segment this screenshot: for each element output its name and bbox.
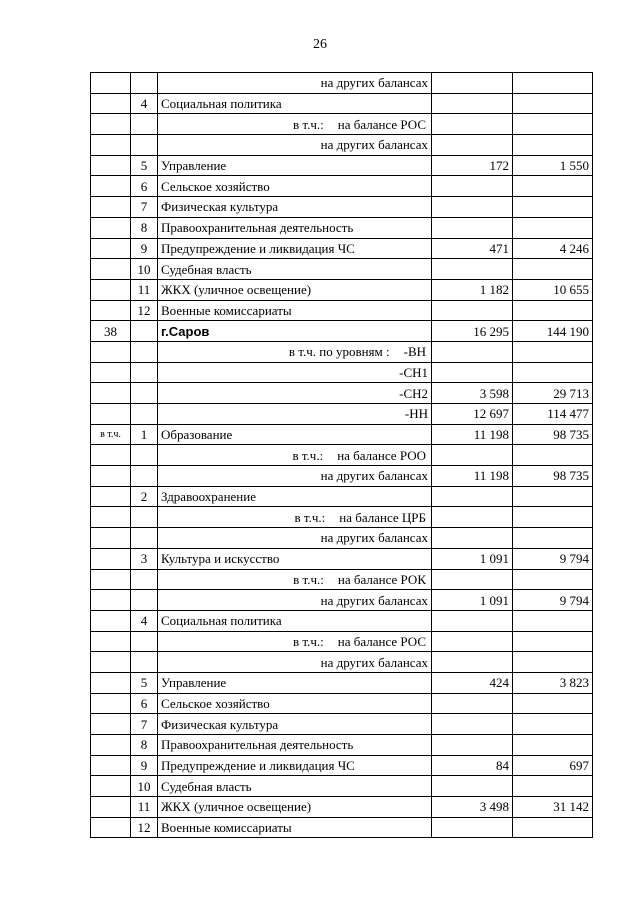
row-number-cell bbox=[91, 176, 131, 197]
value-1-cell bbox=[432, 73, 513, 94]
value-2-cell bbox=[513, 631, 593, 652]
item-name-cell: Предупреждение и ликвидация ЧС bbox=[158, 755, 432, 776]
value-2-cell bbox=[513, 528, 593, 549]
value-1-cell: 172 bbox=[432, 155, 513, 176]
item-number-cell bbox=[131, 362, 158, 383]
value-1-cell bbox=[432, 135, 513, 156]
item-number-cell: 10 bbox=[131, 259, 158, 280]
row-number-cell bbox=[91, 735, 131, 756]
item-number-cell: 11 bbox=[131, 797, 158, 818]
item-name-cell: Социальная политика bbox=[158, 610, 432, 631]
value-2-cell: 31 142 bbox=[513, 797, 593, 818]
value-2-cell: 10 655 bbox=[513, 279, 593, 300]
table-row bbox=[91, 217, 593, 238]
value-2-cell bbox=[513, 693, 593, 714]
item-number-cell: 8 bbox=[131, 735, 158, 756]
item-number-cell bbox=[131, 507, 158, 528]
item-name-cell bbox=[158, 631, 432, 652]
row-number-cell bbox=[91, 528, 131, 549]
table-row bbox=[91, 238, 593, 259]
row-number-cell bbox=[91, 155, 131, 176]
table-row-city bbox=[91, 321, 593, 342]
value-2-cell bbox=[513, 817, 593, 838]
item-number-cell bbox=[131, 528, 158, 549]
value-2-cell bbox=[513, 776, 593, 797]
value-1-cell bbox=[432, 610, 513, 631]
row-number-cell bbox=[91, 445, 131, 466]
row-number-cell bbox=[91, 507, 131, 528]
row-number-cell bbox=[91, 93, 131, 114]
row-number-cell: 38 bbox=[91, 321, 131, 342]
row-number-cell bbox=[91, 383, 131, 404]
item-name-cell: Правоохранительная деятельность bbox=[158, 735, 432, 756]
row-number-cell bbox=[91, 797, 131, 818]
table-row bbox=[91, 279, 593, 300]
table-row bbox=[91, 590, 593, 611]
table-row bbox=[91, 300, 593, 321]
item-number-cell bbox=[131, 466, 158, 487]
table-row bbox=[91, 176, 593, 197]
row-number-cell bbox=[91, 217, 131, 238]
row-number-cell bbox=[91, 486, 131, 507]
table-row bbox=[91, 404, 593, 425]
row-number-cell bbox=[91, 693, 131, 714]
table-row bbox=[91, 114, 593, 135]
value-1-cell: 424 bbox=[432, 672, 513, 693]
value-2-cell bbox=[513, 569, 593, 590]
value-1-cell: 11 198 bbox=[432, 466, 513, 487]
value-1-cell bbox=[432, 693, 513, 714]
row-number-cell bbox=[91, 652, 131, 673]
item-name-cell: Военные комиссариаты bbox=[158, 300, 432, 321]
value-1-cell bbox=[432, 362, 513, 383]
row-number-cell bbox=[91, 755, 131, 776]
item-name-cell: на других балансах bbox=[158, 652, 432, 673]
item-number-cell: 7 bbox=[131, 197, 158, 218]
item-name-cell: Судебная власть bbox=[158, 259, 432, 280]
value-1-cell: 1 182 bbox=[432, 279, 513, 300]
table-row bbox=[91, 93, 593, 114]
item-name-cell: на других балансах bbox=[158, 466, 432, 487]
item-number-cell bbox=[131, 590, 158, 611]
table-row bbox=[91, 631, 593, 652]
value-2-cell bbox=[513, 135, 593, 156]
sub-label: в т.ч.: bbox=[293, 571, 324, 587]
value-1-cell bbox=[432, 486, 513, 507]
value-2-cell bbox=[513, 197, 593, 218]
sub-item-name: -ВН bbox=[403, 344, 426, 360]
value-1-cell bbox=[432, 631, 513, 652]
row-number-cell: в т.ч. bbox=[91, 424, 131, 445]
sub-item-name: на балансе РОО bbox=[337, 447, 426, 463]
table-row bbox=[91, 672, 593, 693]
value-2-cell: 114 477 bbox=[513, 404, 593, 425]
value-2-cell bbox=[513, 114, 593, 135]
item-name-cell: г.Саров bbox=[158, 321, 432, 342]
item-name-cell: -СН1 bbox=[158, 362, 432, 383]
row-number-cell bbox=[91, 279, 131, 300]
sub-item-name: на балансе РОС bbox=[337, 116, 426, 132]
value-1-cell: 3 598 bbox=[432, 383, 513, 404]
item-name-cell: Управление bbox=[158, 672, 432, 693]
table-row bbox=[91, 507, 593, 528]
value-1-cell bbox=[432, 714, 513, 735]
item-name-cell: Культура и искусство bbox=[158, 548, 432, 569]
item-number-cell: 4 bbox=[131, 93, 158, 114]
item-number-cell bbox=[131, 569, 158, 590]
table-row bbox=[91, 135, 593, 156]
value-2-cell bbox=[513, 176, 593, 197]
value-1-cell bbox=[432, 445, 513, 466]
sub-item-name: на балансе ЦРБ bbox=[339, 509, 426, 525]
value-2-cell: 29 713 bbox=[513, 383, 593, 404]
row-number-cell bbox=[91, 466, 131, 487]
table-row bbox=[91, 424, 593, 445]
item-number-cell: 11 bbox=[131, 279, 158, 300]
item-name-cell: Предупреждение и ликвидация ЧС bbox=[158, 238, 432, 259]
value-2-cell bbox=[513, 714, 593, 735]
item-name-cell: Сельское хозяйство bbox=[158, 176, 432, 197]
value-1-cell bbox=[432, 259, 513, 280]
row-number-cell bbox=[91, 817, 131, 838]
value-1-cell bbox=[432, 507, 513, 528]
row-number-cell bbox=[91, 569, 131, 590]
table-row bbox=[91, 735, 593, 756]
value-1-cell: 3 498 bbox=[432, 797, 513, 818]
item-number-cell bbox=[131, 404, 158, 425]
value-2-cell: 144 190 bbox=[513, 321, 593, 342]
value-1-cell: 1 091 bbox=[432, 590, 513, 611]
row-number-cell bbox=[91, 73, 131, 94]
item-name-cell: Здравоохранение bbox=[158, 486, 432, 507]
row-number-cell bbox=[91, 238, 131, 259]
item-number-cell: 4 bbox=[131, 610, 158, 631]
row-number-cell bbox=[91, 672, 131, 693]
item-name-cell bbox=[158, 569, 432, 590]
table-row bbox=[91, 445, 593, 466]
value-2-cell bbox=[513, 735, 593, 756]
value-1-cell: 12 697 bbox=[432, 404, 513, 425]
value-2-cell: 98 735 bbox=[513, 424, 593, 445]
table-row bbox=[91, 73, 593, 94]
item-name-cell: на других балансах bbox=[158, 135, 432, 156]
table-row bbox=[91, 197, 593, 218]
item-number-cell: 12 bbox=[131, 300, 158, 321]
table-row bbox=[91, 755, 593, 776]
table-row bbox=[91, 797, 593, 818]
item-name-cell bbox=[158, 445, 432, 466]
item-name-cell: на других балансах bbox=[158, 590, 432, 611]
item-number-cell bbox=[131, 383, 158, 404]
value-1-cell: 84 bbox=[432, 755, 513, 776]
item-name-cell: ЖКХ (уличное освещение) bbox=[158, 797, 432, 818]
row-number-cell bbox=[91, 590, 131, 611]
value-2-cell bbox=[513, 362, 593, 383]
value-1-cell: 1 091 bbox=[432, 548, 513, 569]
value-1-cell: 471 bbox=[432, 238, 513, 259]
table-row bbox=[91, 528, 593, 549]
value-2-cell bbox=[513, 341, 593, 362]
value-1-cell bbox=[432, 528, 513, 549]
value-1-cell bbox=[432, 817, 513, 838]
value-1-cell bbox=[432, 176, 513, 197]
row-number-cell bbox=[91, 404, 131, 425]
sub-item-name: на балансе РОК bbox=[337, 571, 426, 587]
budget-table bbox=[90, 72, 593, 838]
sub-label: в т.ч.: bbox=[294, 509, 326, 525]
item-name-cell: Судебная власть bbox=[158, 776, 432, 797]
sub-item-name: на балансе РОС bbox=[337, 633, 426, 649]
sub-label: в т.ч. по уровням : bbox=[288, 344, 390, 360]
item-name-cell: на других балансах bbox=[158, 528, 432, 549]
value-2-cell bbox=[513, 486, 593, 507]
value-1-cell bbox=[432, 217, 513, 238]
table-row bbox=[91, 652, 593, 673]
value-1-cell bbox=[432, 569, 513, 590]
table-row bbox=[91, 548, 593, 569]
item-name-cell: Физическая культура bbox=[158, 714, 432, 735]
value-2-cell: 3 823 bbox=[513, 672, 593, 693]
table-row bbox=[91, 155, 593, 176]
table-row bbox=[91, 383, 593, 404]
value-2-cell bbox=[513, 259, 593, 280]
page-number: 26 bbox=[313, 37, 327, 52]
item-name-cell bbox=[158, 114, 432, 135]
item-name-cell: Сельское хозяйство bbox=[158, 693, 432, 714]
table-row bbox=[91, 466, 593, 487]
sub-label: в т.ч.: bbox=[292, 447, 324, 463]
item-name-cell: Управление bbox=[158, 155, 432, 176]
item-number-cell bbox=[131, 631, 158, 652]
row-number-cell bbox=[91, 114, 131, 135]
row-number-cell bbox=[91, 548, 131, 569]
item-number-cell: 5 bbox=[131, 672, 158, 693]
value-2-cell: 9 794 bbox=[513, 548, 593, 569]
table-row bbox=[91, 693, 593, 714]
item-number-cell: 1 bbox=[131, 424, 158, 445]
item-number-cell: 10 bbox=[131, 776, 158, 797]
value-2-cell bbox=[513, 507, 593, 528]
value-1-cell: 11 198 bbox=[432, 424, 513, 445]
item-number-cell bbox=[131, 114, 158, 135]
sub-label: в т.ч.: bbox=[293, 633, 324, 649]
row-number-cell bbox=[91, 362, 131, 383]
table-row bbox=[91, 817, 593, 838]
value-2-cell bbox=[513, 73, 593, 94]
value-2-cell bbox=[513, 93, 593, 114]
value-1-cell bbox=[432, 93, 513, 114]
item-number-cell: 6 bbox=[131, 693, 158, 714]
item-number-cell bbox=[131, 652, 158, 673]
item-number-cell: 3 bbox=[131, 548, 158, 569]
item-number-cell bbox=[131, 135, 158, 156]
item-name-cell: -СН2 bbox=[158, 383, 432, 404]
item-name-cell bbox=[158, 341, 432, 362]
table-row bbox=[91, 569, 593, 590]
row-number-cell bbox=[91, 341, 131, 362]
row-number-cell bbox=[91, 135, 131, 156]
item-number-cell: 7 bbox=[131, 714, 158, 735]
value-2-cell bbox=[513, 610, 593, 631]
table-body bbox=[91, 73, 593, 838]
row-number-cell bbox=[91, 714, 131, 735]
table-row bbox=[91, 610, 593, 631]
table-row bbox=[91, 341, 593, 362]
item-name-cell: Социальная политика bbox=[158, 93, 432, 114]
item-number-cell: 9 bbox=[131, 755, 158, 776]
value-2-cell bbox=[513, 300, 593, 321]
row-number-cell bbox=[91, 610, 131, 631]
item-name-cell: -НН bbox=[158, 404, 432, 425]
row-number-cell bbox=[91, 631, 131, 652]
value-1-cell bbox=[432, 341, 513, 362]
item-name-cell: на других балансах bbox=[158, 73, 432, 94]
value-1-cell bbox=[432, 300, 513, 321]
value-2-cell: 9 794 bbox=[513, 590, 593, 611]
item-number-cell bbox=[131, 321, 158, 342]
row-number-cell bbox=[91, 776, 131, 797]
sub-label: в т.ч.: bbox=[293, 116, 324, 132]
value-2-cell bbox=[513, 652, 593, 673]
table-row bbox=[91, 714, 593, 735]
value-1-cell bbox=[432, 735, 513, 756]
value-2-cell: 4 246 bbox=[513, 238, 593, 259]
item-number-cell: 5 bbox=[131, 155, 158, 176]
row-number-cell bbox=[91, 197, 131, 218]
item-number-cell: 12 bbox=[131, 817, 158, 838]
value-2-cell: 98 735 bbox=[513, 466, 593, 487]
table-row bbox=[91, 486, 593, 507]
value-1-cell: 16 295 bbox=[432, 321, 513, 342]
item-name-cell: Образование bbox=[158, 424, 432, 445]
row-number-cell bbox=[91, 259, 131, 280]
item-number-cell bbox=[131, 445, 158, 466]
item-name-cell: Физическая культура bbox=[158, 197, 432, 218]
value-2-cell bbox=[513, 217, 593, 238]
item-number-cell: 2 bbox=[131, 486, 158, 507]
item-name-cell: Правоохранительная деятельность bbox=[158, 217, 432, 238]
item-number-cell: 9 bbox=[131, 238, 158, 259]
item-number-cell bbox=[131, 73, 158, 94]
value-2-cell: 1 550 bbox=[513, 155, 593, 176]
table-row bbox=[91, 259, 593, 280]
value-1-cell bbox=[432, 197, 513, 218]
row-number-cell bbox=[91, 300, 131, 321]
table-row bbox=[91, 362, 593, 383]
value-1-cell bbox=[432, 652, 513, 673]
item-number-cell: 8 bbox=[131, 217, 158, 238]
item-number-cell bbox=[131, 341, 158, 362]
value-2-cell bbox=[513, 445, 593, 466]
item-name-cell: Военные комиссариаты bbox=[158, 817, 432, 838]
table-row bbox=[91, 776, 593, 797]
value-1-cell bbox=[432, 114, 513, 135]
value-2-cell: 697 bbox=[513, 755, 593, 776]
value-1-cell bbox=[432, 776, 513, 797]
item-name-cell bbox=[158, 507, 432, 528]
item-name-cell: ЖКХ (уличное освещение) bbox=[158, 279, 432, 300]
item-number-cell: 6 bbox=[131, 176, 158, 197]
